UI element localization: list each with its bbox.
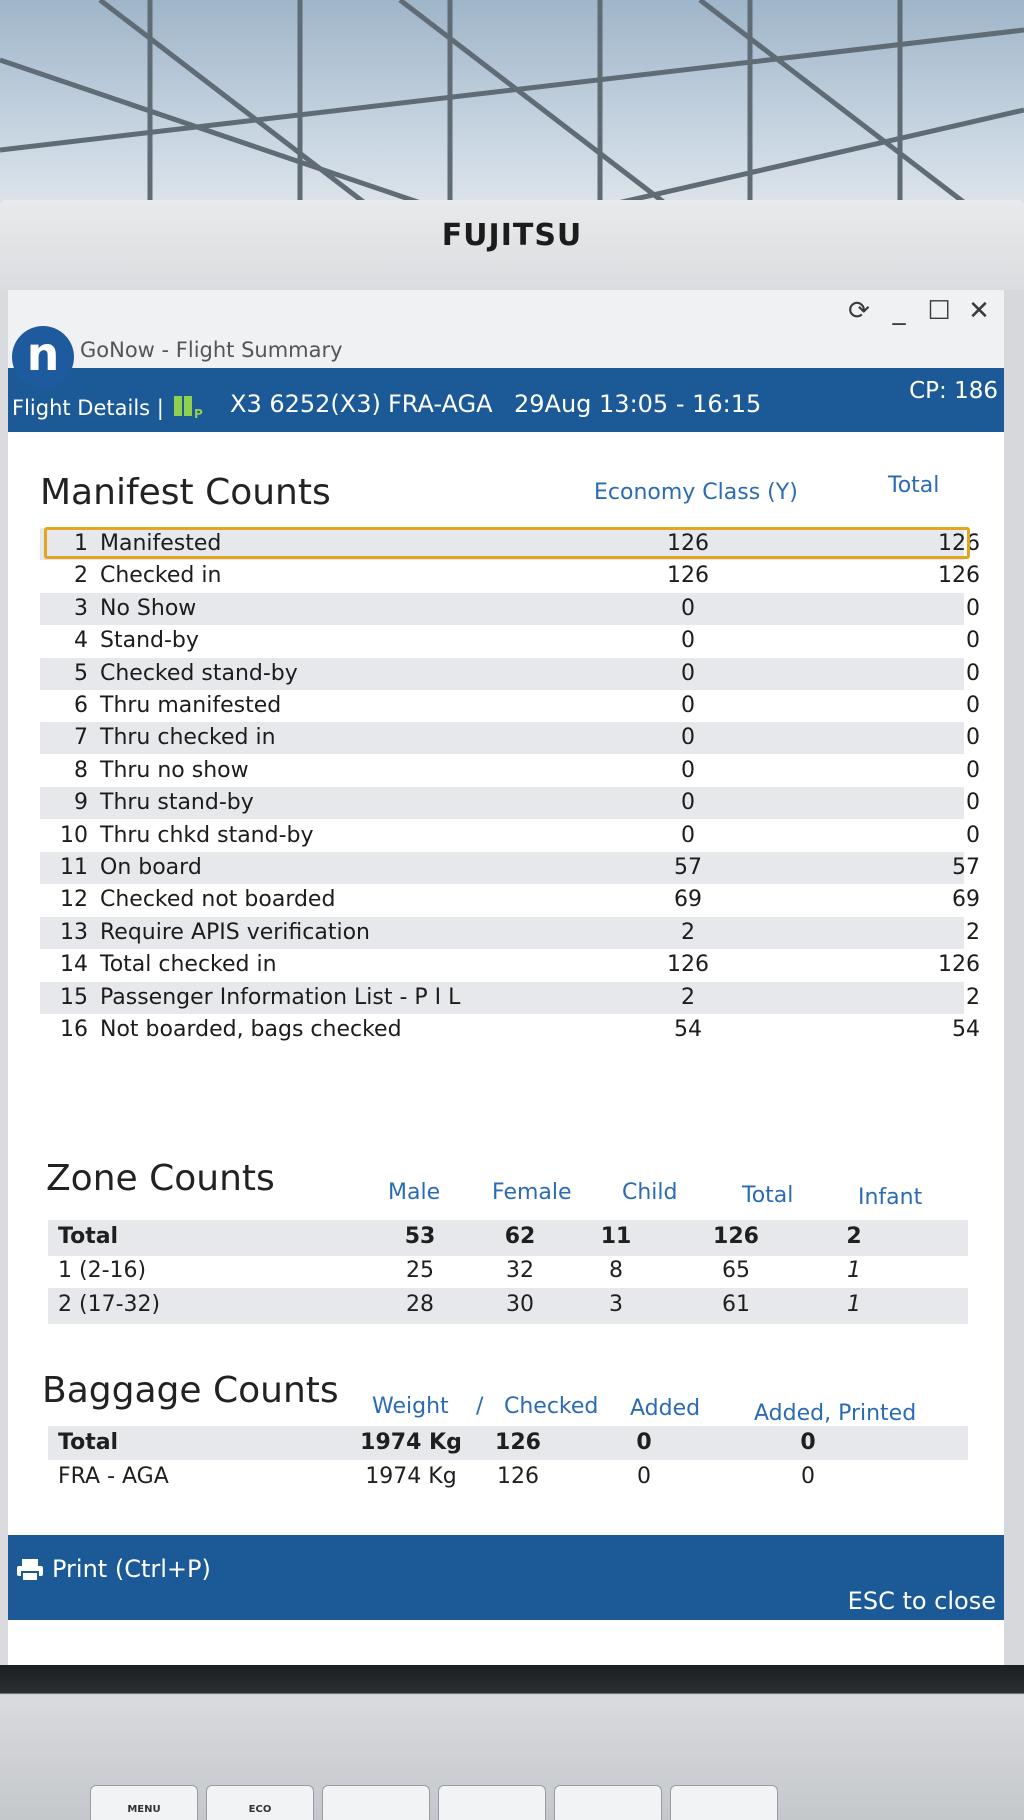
manifest-row-index: 1 <box>74 531 88 556</box>
zone-infant-value: 1 <box>847 1258 861 1283</box>
manifest-row-index: 10 <box>60 822 88 848</box>
manifest-row-index: 6 <box>74 693 88 718</box>
zone-row[interactable] <box>48 1254 968 1290</box>
manifest-row-index: 14 <box>60 952 88 978</box>
baggage-row[interactable] <box>48 1460 968 1494</box>
manifest-total-value: 0 <box>966 822 980 848</box>
flight-route: FRA-AGA <box>388 390 493 418</box>
zone-row-label: 1 (2-16) <box>58 1258 147 1283</box>
manifest-economy-value: 0 <box>681 660 695 686</box>
manifest-economy-value: 0 <box>681 757 695 783</box>
manifest-row-label: Checked in <box>100 563 222 589</box>
manifest-total-value: 0 <box>966 595 980 621</box>
manifest-total-value: 126 <box>938 531 980 556</box>
cp-count: CP: 186 <box>909 378 998 404</box>
manifest-economy-value: 126 <box>667 952 709 978</box>
manifest-economy-value: 57 <box>674 855 702 880</box>
manifest-row-label: No Show <box>100 595 197 621</box>
flight-summary-window <box>8 290 1004 1665</box>
manifest-row-label: Total checked in <box>100 952 277 978</box>
manifest-total-value: 0 <box>966 660 980 686</box>
baggage-added-printed-value: 0 <box>801 1464 815 1489</box>
manifest-total-value: 0 <box>966 757 980 783</box>
monitor-eco-key[interactable]: ECO <box>206 1785 314 1820</box>
window-title: GoNow - Flight Summary <box>80 338 343 362</box>
manifest-row-label: Thru no show <box>100 757 249 783</box>
zone-row-label: Total <box>58 1224 119 1249</box>
ceiling-background <box>0 0 1024 230</box>
zone-child-value: 8 <box>609 1258 623 1283</box>
zone-total-value: 61 <box>722 1292 750 1317</box>
zone-male-value: 25 <box>406 1258 434 1283</box>
manifest-row[interactable] <box>40 560 980 592</box>
manifest-row-index: 7 <box>74 725 88 751</box>
manifest-row-label: Thru manifested <box>100 693 282 718</box>
manifest-row-index: 12 <box>60 887 88 913</box>
monitor-key[interactable] <box>670 1785 778 1820</box>
manifest-row-index: 15 <box>60 984 88 1010</box>
manifest-row[interactable] <box>40 658 980 690</box>
print-button[interactable] <box>16 1555 211 1583</box>
manifest-economy-value: 0 <box>681 822 695 848</box>
monitor-key[interactable] <box>554 1785 662 1820</box>
zone-male-header: Male <box>388 1180 441 1205</box>
manifest-row[interactable] <box>40 787 980 819</box>
baggage-added-printed-header: Added, Printed <box>754 1401 917 1426</box>
manifest-total-value: 2 <box>966 984 980 1010</box>
zone-total-value: 65 <box>722 1258 750 1283</box>
zone-child-value: 3 <box>609 1292 623 1317</box>
manifest-row-index: 5 <box>74 660 88 686</box>
manifest-row[interactable] <box>40 690 980 722</box>
manifest-row[interactable] <box>40 593 980 625</box>
manifest-row[interactable] <box>40 1014 980 1046</box>
manifest-economy-value: 69 <box>674 887 702 913</box>
baggage-checked-value: 126 <box>495 1430 541 1455</box>
manifest-economy-value: 126 <box>667 563 709 589</box>
zone-total-value: 126 <box>713 1224 759 1249</box>
ceiling-truss-graphic <box>0 0 1024 230</box>
zone-child-header: Child <box>622 1180 678 1205</box>
zone-counts-title: Zone Counts <box>46 1158 275 1199</box>
manifest-row-label: Thru checked in <box>100 725 276 751</box>
monitor-menu-key[interactable]: MENU <box>90 1785 198 1820</box>
manifest-row-index: 13 <box>60 919 88 945</box>
monitor-bezel-right <box>1004 290 1024 1670</box>
baggage-row[interactable] <box>48 1426 968 1460</box>
zone-female-header: Female <box>492 1180 572 1205</box>
manifest-row-index: 9 <box>74 790 88 816</box>
zone-female-value: 62 <box>504 1224 536 1249</box>
refresh-icon[interactable]: ⟳ <box>848 296 870 326</box>
manifest-row[interactable] <box>40 820 980 852</box>
manifest-row[interactable] <box>40 755 980 787</box>
zone-infant-value: 1 <box>847 1292 861 1317</box>
monitor-key[interactable] <box>322 1785 430 1820</box>
manifest-economy-value: 2 <box>681 919 695 945</box>
flight-details-label: Flight Details | <box>12 396 164 420</box>
zone-child-value: 11 <box>600 1224 632 1249</box>
baggage-row-label: FRA - AGA <box>58 1464 169 1489</box>
manifest-row[interactable] <box>40 852 980 884</box>
window-footer <box>8 1535 1004 1620</box>
window-controls <box>844 296 994 326</box>
zone-row-label: 2 (17-32) <box>58 1292 161 1317</box>
zone-male-value: 28 <box>406 1292 434 1317</box>
zone-infant-header: Infant <box>858 1185 923 1210</box>
baggage-separator: / <box>476 1394 484 1419</box>
zone-total-header: Total <box>742 1183 794 1208</box>
gonow-logo-icon: n <box>12 326 74 388</box>
manifest-economy-value: 54 <box>674 1017 702 1042</box>
monitor-hardware-keys <box>90 1785 778 1820</box>
manifest-row-label: Manifested <box>100 531 222 556</box>
manifest-economy-value: 126 <box>667 531 709 556</box>
manifest-row[interactable] <box>40 722 980 754</box>
printer-icon <box>16 1558 44 1582</box>
manifest-total-value: 0 <box>966 693 980 718</box>
manifest-row-label: Passenger Information List - P I L <box>100 984 461 1010</box>
total-header: Total <box>888 473 940 498</box>
manifest-total-value: 0 <box>966 790 980 816</box>
baggage-weight-header: Weight <box>372 1394 449 1419</box>
manifest-row-label: Not boarded, bags checked <box>100 1017 402 1042</box>
baggage-added-value: 0 <box>637 1464 651 1489</box>
zone-infant-value: 2 <box>846 1224 862 1249</box>
manifest-row[interactable] <box>40 625 980 657</box>
zone-row[interactable] <box>48 1288 968 1324</box>
manifest-counts-title: Manifest Counts <box>40 472 331 513</box>
manifest-total-value: 69 <box>952 887 980 913</box>
close-icon[interactable]: ✕ <box>968 296 990 326</box>
manifest-economy-value: 0 <box>681 790 695 816</box>
baggage-counts-title: Baggage Counts <box>42 1370 339 1411</box>
manifest-row-index: 3 <box>74 595 88 621</box>
monitor-bezel-left <box>0 290 8 1670</box>
zone-male-value: 53 <box>404 1224 436 1249</box>
print-button-label: Print (Ctrl+P) <box>52 1555 211 1583</box>
baggage-checked-header: Checked <box>504 1394 599 1419</box>
flight-details-bar <box>8 368 1004 432</box>
manifest-row-label: Stand-by <box>100 628 199 654</box>
manifest-row-index: 2 <box>74 563 88 589</box>
baggage-weight-value: 1974 Kg <box>360 1430 462 1455</box>
maximize-icon[interactable]: ☐ <box>927 296 951 326</box>
baggage-checked-value: 126 <box>497 1464 539 1489</box>
minimize-icon[interactable]: _ <box>892 296 906 326</box>
manifest-total-value: 0 <box>966 725 980 751</box>
manifest-row[interactable] <box>40 949 980 981</box>
manifest-row-label: Thru stand-by <box>100 790 254 816</box>
baggage-weight-value: 1974 Kg <box>365 1464 457 1489</box>
manifest-row[interactable] <box>40 917 980 949</box>
manifest-row[interactable] <box>40 884 980 916</box>
manifest-row-index: 8 <box>74 757 88 783</box>
manifest-economy-value: 0 <box>681 628 695 654</box>
selected-row-highlight <box>44 527 970 559</box>
baggage-row-label: Total <box>58 1430 119 1455</box>
window-titlebar <box>8 290 1004 381</box>
monitor-key[interactable] <box>438 1785 546 1820</box>
esc-to-close-hint: ESC to close <box>847 1587 996 1615</box>
zone-female-value: 32 <box>506 1258 534 1283</box>
manifest-row-label: Require APIS verification <box>100 919 370 945</box>
manifest-total-value: 0 <box>966 628 980 654</box>
manifest-row-index: 4 <box>74 628 88 654</box>
manifest-economy-value: 2 <box>681 984 695 1010</box>
zone-row[interactable] <box>48 1220 968 1256</box>
boarding-status-icon <box>174 392 204 420</box>
baggage-added-value: 0 <box>636 1430 652 1455</box>
manifest-economy-value: 0 <box>681 725 695 751</box>
manifest-row-label: On board <box>100 855 202 880</box>
economy-class-header: Economy Class (Y) <box>594 480 798 505</box>
zone-female-value: 30 <box>506 1292 534 1317</box>
manifest-total-value: 57 <box>952 855 980 880</box>
manifest-total-value: 2 <box>966 919 980 945</box>
monitor-brand-logo: FUJITSU <box>441 218 583 253</box>
svg-text:P: P <box>194 407 203 420</box>
manifest-row-index: 11 <box>60 855 88 880</box>
flight-number: X3 6252(X3) <box>230 390 381 418</box>
manifest-row[interactable] <box>40 982 980 1014</box>
manifest-total-value: 126 <box>938 952 980 978</box>
manifest-row-label: Checked stand-by <box>100 660 298 686</box>
manifest-row-index: 16 <box>60 1017 88 1042</box>
manifest-economy-value: 0 <box>681 693 695 718</box>
manifest-total-value: 126 <box>938 563 980 589</box>
manifest-total-value: 54 <box>952 1017 980 1042</box>
flight-date-time: 29Aug 13:05 - 16:15 <box>514 390 762 418</box>
manifest-row-label: Thru chkd stand-by <box>100 822 314 848</box>
baggage-added-printed-value: 0 <box>800 1430 816 1455</box>
manifest-row-label: Checked not boarded <box>100 887 336 913</box>
manifest-economy-value: 0 <box>681 595 695 621</box>
baggage-added-header: Added <box>630 1396 701 1421</box>
